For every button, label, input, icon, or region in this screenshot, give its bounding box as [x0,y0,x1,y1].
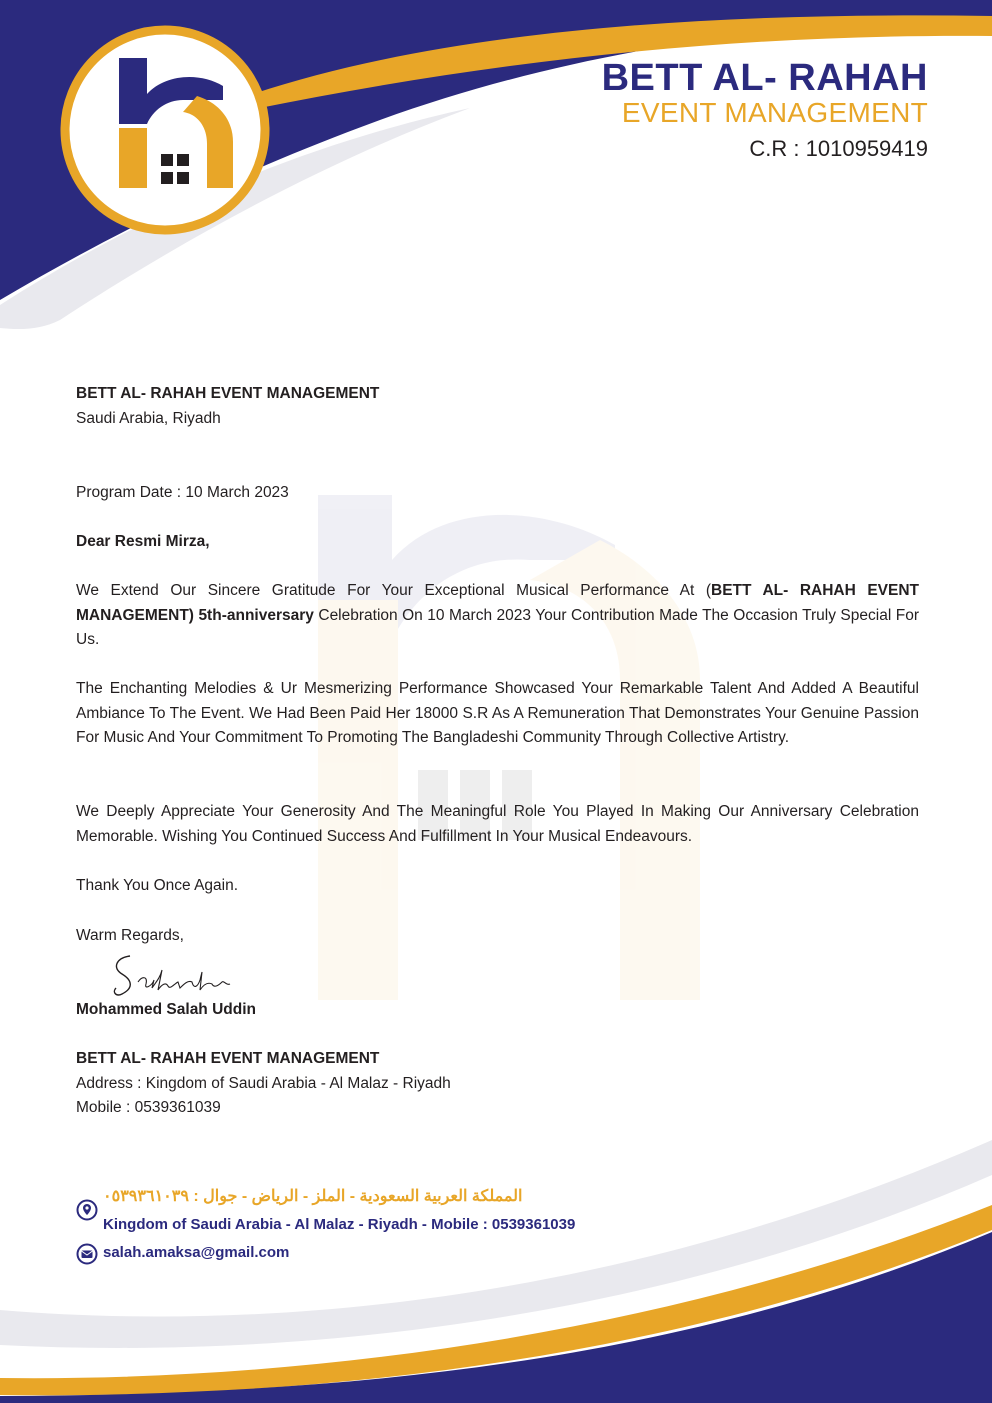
signature-address: Address : Kingdom of Saudi Arabia - Al Malaz - Riyadh [76,1074,451,1092]
paragraph-1-end: Celebration On 10 March 2023 Your Contribution Made The Occasion Truly Special For Us. [76,606,919,648]
location-pin-icon [76,1199,98,1221]
program-date: Program Date : 10 March 2023 [76,484,289,501]
paragraph-1-bold: BETT AL- RAHAH EVENT MANAGEMENT) 5th-anniversary [76,582,920,624]
footer-email[interactable]: salah.amaksa@gmail.com [103,1244,290,1261]
signatory-name: Mohammed Salah Uddin [76,1001,256,1018]
signature [108,952,238,1000]
footer-address-english: Kingdom of Saudi Arabia - Al Malaz - Riyadh - Mobile : 0539361039 [103,1216,576,1233]
paragraph-2: The Enchanting Melodies & Ur Mesmerizing Performance Showcased Your Remarkable Talent And Added A Beautiful Ambiance To The Event. We Had Been Paid Her 18000 S.R As A Remuneration That Demonstrates Your Genuine Passion For Music And Your Commitment To Promoting The Bangladeshi Community Through Collective Artistry. [76,680,919,746]
paragraph-1 [76,579,919,653]
company-name: BETT AL- RAHAH [601,57,928,99]
thanks-line: Thank You Once Again. [76,877,239,894]
paragraph-3: We Deeply Appreciate Your Generosity And The Meaningful Role You Played In Making Our Anniversary Celebration Memorable. Wishing You Continued Success And Fulfillment In Your Musical Endeavours. [76,803,919,845]
company-subtitle: EVENT MANAGEMENT [621,97,928,128]
commercial-registration: C.R : 1010959419 [749,136,928,161]
footer-address-arabic: المملكة العربية السعودية - الملز - الرياض - جوال : ٠٥٣٩٣٦١٠٣٩ [103,1188,523,1205]
signature-block [76,1047,919,1121]
paragraph-1-start: We Extend Our Sincere Gratitude For Your Exceptional Musical Performance At ( [76,582,712,599]
company-logo [105,56,235,191]
closing-line: Warm Regards, [76,927,184,944]
envelope-icon [76,1243,98,1265]
signature-mobile: Mobile : 0539361039 [76,1099,221,1116]
signature-company: BETT AL- RAHAH EVENT MANAGEMENT [76,1050,380,1067]
sender-name: BETT AL- RAHAH EVENT MANAGEMENT [76,385,380,402]
sender-block [76,382,919,431]
salutation: Dear Resmi Mirza, [76,533,210,550]
letterhead-brand [602,58,928,164]
sender-location: Saudi Arabia, Riyadh [76,409,221,427]
